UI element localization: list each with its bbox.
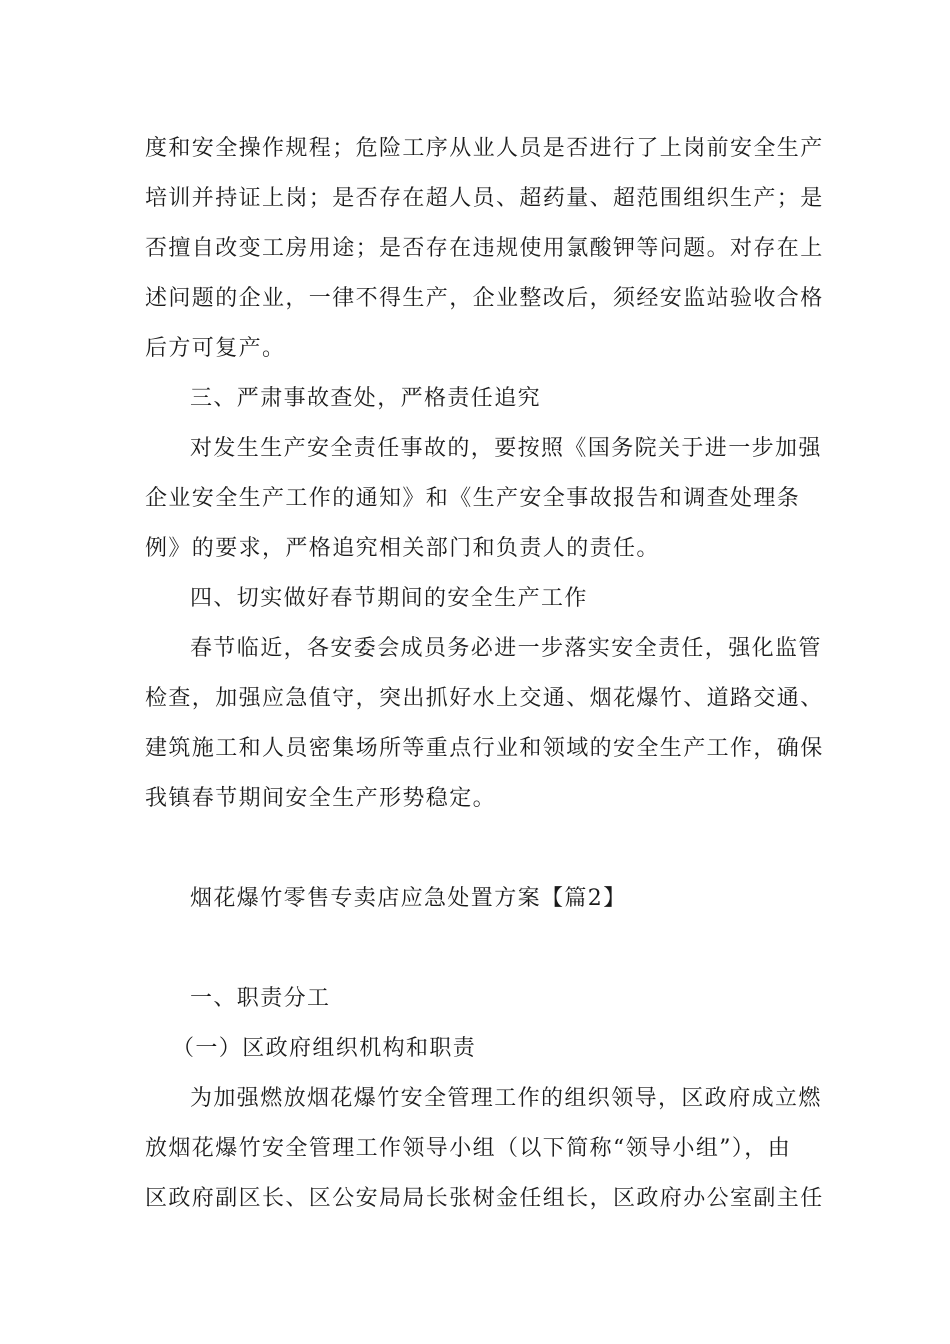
paragraph-line: 述问题的企业，一律不得生产，企业整改后，须经安监站验收合格 bbox=[145, 286, 824, 311]
subsection-heading: （一）区政府组织机构和职责 bbox=[172, 1036, 477, 1061]
section-heading-3: 三、严肃事故查处，严格责任追究 bbox=[190, 386, 542, 411]
paragraph-line: 例》的要求，严格追究相关部门和负责人的责任。 bbox=[145, 536, 660, 561]
paragraph-line: 否擅自改变工房用途；是否存在违规使用氯酸钾等问题。对存在上 bbox=[145, 236, 824, 261]
paragraph-line: 区政府副区长、区公安局局长张树金任组长，区政府办公室副主任 bbox=[145, 1186, 824, 1211]
paragraph-line: 放烟花爆竹安全管理工作领导小组（以下简称“领导小组”），由 bbox=[145, 1136, 792, 1161]
paragraph-line: 对发生生产安全责任事故的，要按照《国务院关于进一步加强 bbox=[190, 436, 822, 461]
paragraph-line: 我镇春节期间安全生产形势稳定。 bbox=[145, 786, 497, 811]
article-title: 烟花爆竹零售专卖店应急处置方案【篇2】 bbox=[190, 886, 627, 911]
paragraph-line: 建筑施工和人员密集场所等重点行业和领域的安全生产工作，确保 bbox=[145, 736, 824, 761]
paragraph-line: 企业安全生产工作的通知》和《生产安全事故报告和调查处理条 bbox=[145, 486, 801, 511]
section-heading-4: 四、切实做好春节期间的安全生产工作 bbox=[190, 586, 588, 611]
paragraph-line: 后方可复产。 bbox=[145, 336, 286, 361]
paragraph-line: 春节临近，各安委会成员务必进一步落实安全责任，强化监管 bbox=[190, 636, 822, 661]
section-heading-1: 一、职责分工 bbox=[190, 986, 331, 1011]
paragraph-line: 培训并持证上岗；是否存在超人员、超药量、超范围组织生产；是 bbox=[145, 186, 824, 211]
paragraph-line: 检查，加强应急值守，突出抓好水上交通、烟花爆竹、道路交通、 bbox=[145, 686, 824, 711]
paragraph-line: 为加强燃放烟花爆竹安全管理工作的组织领导，区政府成立燃 bbox=[190, 1086, 822, 1111]
paragraph-line: 度和安全操作规程；危险工序从业人员是否进行了上岗前安全生产 bbox=[145, 136, 824, 161]
